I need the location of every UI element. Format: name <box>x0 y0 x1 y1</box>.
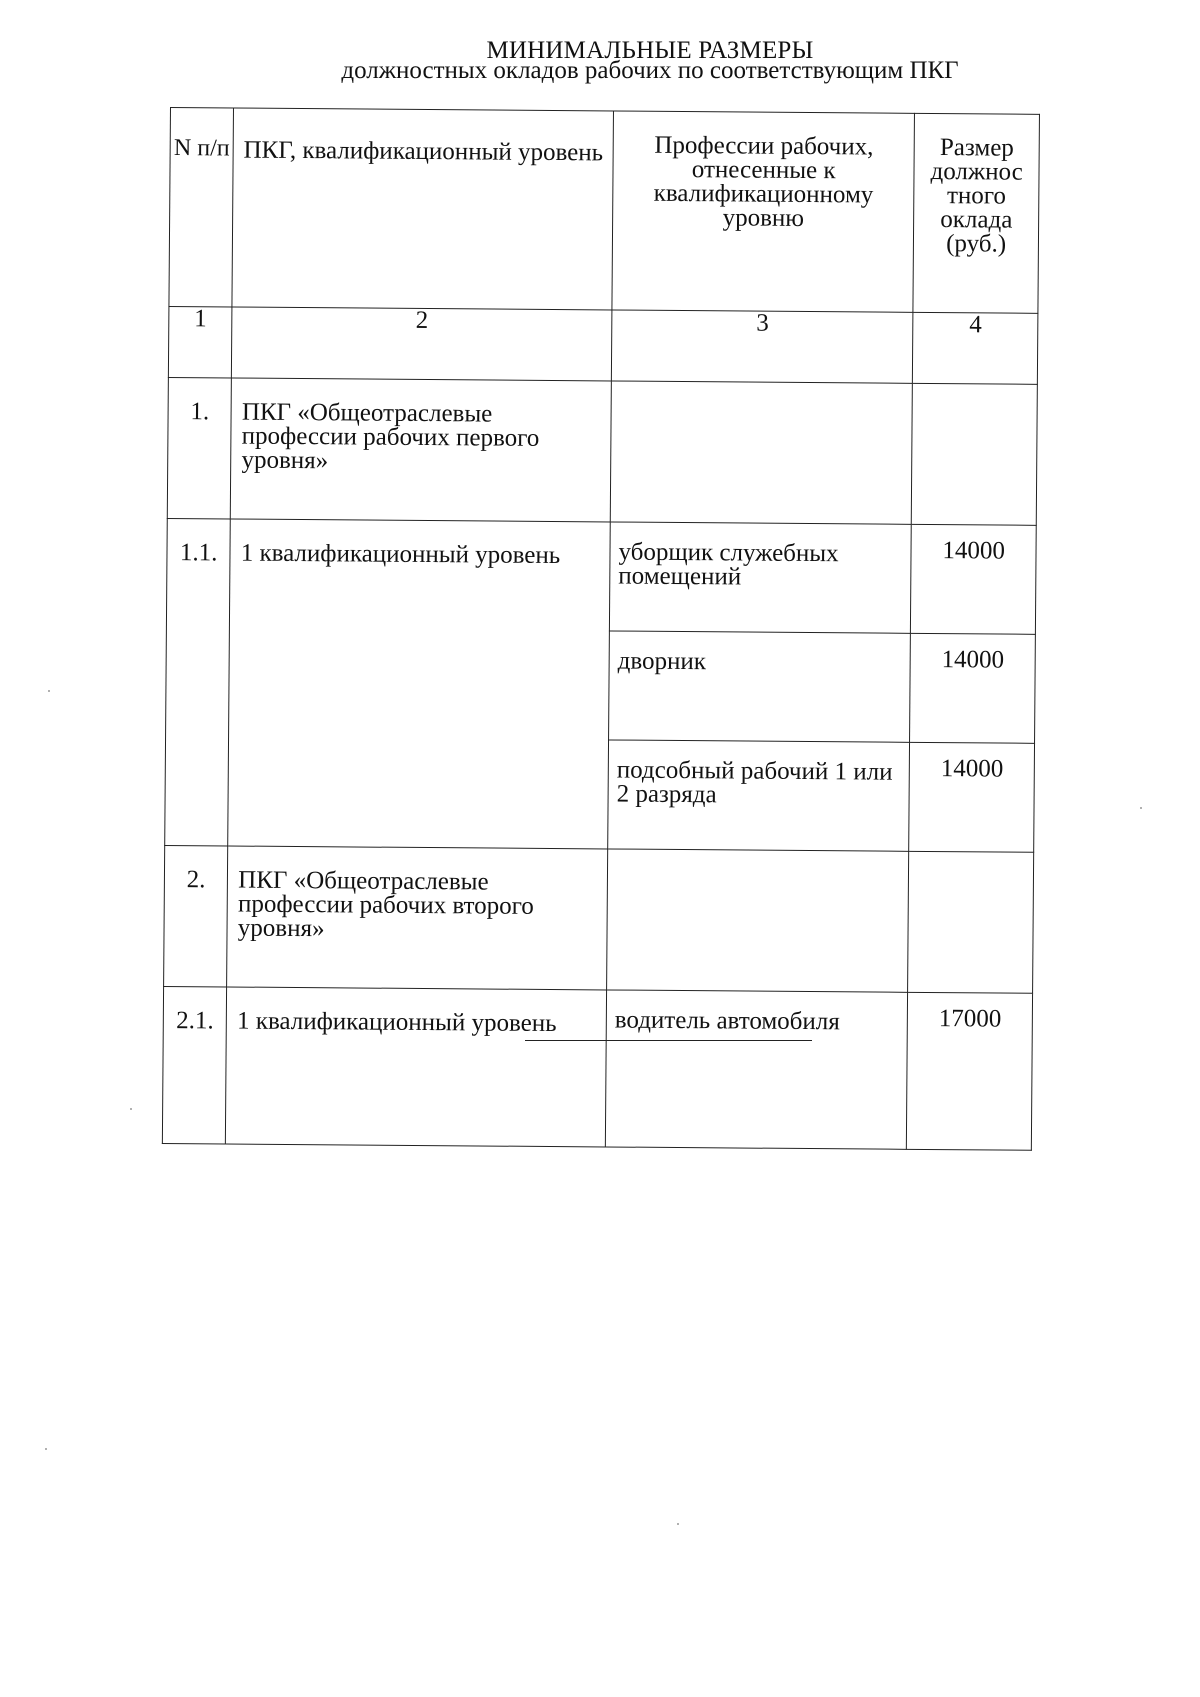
scan-speck <box>45 1448 47 1450</box>
level-name: 1 квалификационный уровень <box>228 519 610 849</box>
empty-cell <box>912 383 1038 525</box>
header-pkg-level: ПКГ, квалификационный уровень <box>232 108 613 310</box>
group-number: 2. <box>164 845 228 986</box>
header-row <box>169 108 1040 314</box>
salary-value: 14000 <box>909 742 1034 852</box>
column-number: 4 <box>913 312 1038 384</box>
group-row <box>164 845 1034 993</box>
salary-table <box>162 107 1040 1151</box>
scan-speck <box>48 690 50 692</box>
group-row <box>167 377 1037 525</box>
profession-name: водитель автомобиля <box>605 990 908 1149</box>
scan-speck <box>677 1523 679 1525</box>
document-title: МИНИМАЛЬНЫЕ РАЗМЕРЫ <box>486 37 814 64</box>
empty-cell <box>607 849 909 992</box>
group-name: ПКГ «Общеотраслевые профессии рабочих второго уровня» <box>227 846 608 990</box>
end-rule <box>525 1040 812 1041</box>
scan-speck <box>130 1108 132 1110</box>
header-salary: Размер должнос тного оклада (руб.) <box>913 113 1039 313</box>
column-number: 2 <box>232 307 612 381</box>
profession-name: подсобный рабочий 1 или 2 разряда <box>608 740 910 851</box>
empty-cell <box>610 381 912 524</box>
level-number: 2.1. <box>162 986 227 1143</box>
document-subtitle: должностных окладов рабочих по соответствующим ПКГ <box>341 57 959 84</box>
level-name: 1 квалификационный уровень <box>226 987 607 1147</box>
profession-row <box>162 986 1032 1150</box>
profession-name: дворник <box>609 631 911 742</box>
profession-row <box>166 518 1036 634</box>
profession-name: уборщик служебных помещений <box>609 522 911 633</box>
salary-value: 14000 <box>911 524 1036 634</box>
header-professions: Профессии рабочих, отнесенные к квалификационному уровню <box>612 111 915 312</box>
column-number: 3 <box>611 310 913 383</box>
column-number-row <box>168 306 1038 384</box>
group-name: ПКГ «Общеотраслевые профессии рабочих первого уровня» <box>231 378 612 522</box>
header-number: N п/п <box>169 108 234 307</box>
column-number: 1 <box>168 306 232 377</box>
level-number: 1.1. <box>165 518 231 845</box>
scan-speck <box>1140 807 1142 809</box>
salary-value: 14000 <box>910 633 1035 743</box>
empty-cell <box>908 851 1034 993</box>
group-number: 1. <box>167 377 231 518</box>
salary-value: 17000 <box>907 992 1033 1150</box>
